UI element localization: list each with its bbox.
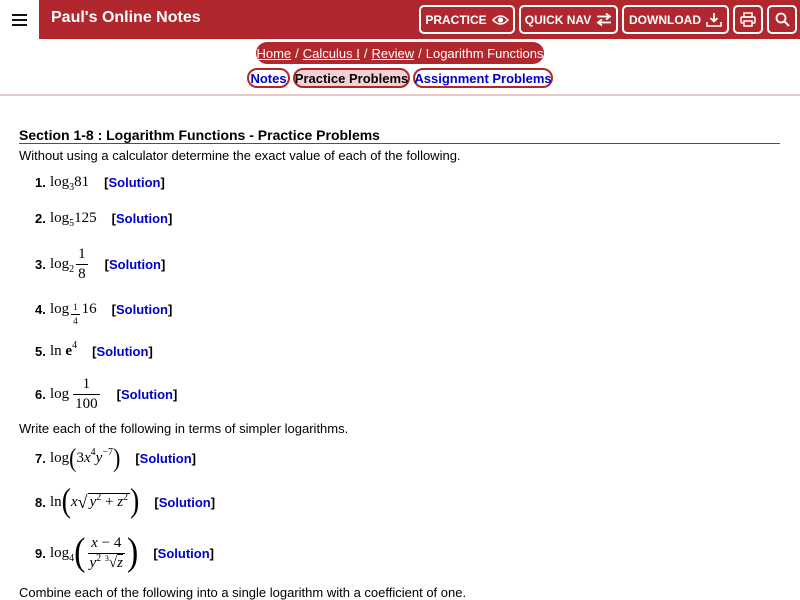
tab-notes[interactable]: Notes bbox=[247, 68, 290, 88]
solution-link-9[interactable]: [Solution] bbox=[153, 545, 215, 561]
site-title[interactable]: Paul's Online Notes bbox=[51, 9, 201, 26]
problem-7 bbox=[35, 442, 196, 473]
tab-assignment-problems[interactable]: Assignment Problems bbox=[413, 68, 553, 88]
breadcrumb bbox=[256, 42, 544, 64]
math-expression: log 4 ( $\frac{x - 4}{y^2 ^3√z}$ ) bbox=[50, 531, 139, 574]
print-button[interactable] bbox=[733, 5, 763, 34]
math-expression: log ( 3 x 4 y −7 ) bbox=[50, 442, 121, 473]
math-exponent: 4 bbox=[72, 339, 78, 351]
breadcrumb-home[interactable]: Home bbox=[256, 45, 292, 61]
math-base: 4 bbox=[69, 552, 75, 564]
solution-link-6[interactable]: [Solution] bbox=[116, 386, 178, 402]
problem-number: 8. bbox=[35, 494, 46, 510]
solution-link-2[interactable]: [Solution] bbox=[111, 210, 173, 226]
instructions-1: Without using a calculator determine the exact value of each of the following. bbox=[19, 148, 461, 163]
math-expression bbox=[50, 247, 90, 282]
math-log: log bbox=[50, 173, 70, 190]
math-ln: ln bbox=[50, 493, 62, 510]
quick-nav-label: QUICK NAV bbox=[524, 12, 592, 27]
download-button[interactable] bbox=[622, 5, 729, 34]
math-base: 5 bbox=[69, 217, 75, 229]
problem-number: 2. bbox=[35, 210, 46, 226]
solution-link-1[interactable]: [Solution] bbox=[104, 174, 165, 190]
problem-number: 9. bbox=[35, 545, 46, 561]
menu-icon bbox=[12, 14, 27, 26]
math-log: log bbox=[50, 449, 70, 466]
problem-4 bbox=[35, 297, 173, 326]
problem-number: 6. bbox=[35, 386, 46, 402]
problem-5 bbox=[35, 341, 153, 361]
math-expression bbox=[50, 339, 78, 360]
math-expression bbox=[50, 210, 97, 227]
header-divider bbox=[0, 94, 800, 96]
problem-8 bbox=[35, 482, 216, 520]
breadcrumb-separator: / bbox=[363, 45, 368, 61]
menu-button[interactable] bbox=[0, 0, 39, 39]
problem-number: 7. bbox=[35, 450, 46, 466]
math-base-fraction: $\frac{1}{4}$ bbox=[73, 301, 78, 326]
problem-number: 1. bbox=[35, 174, 46, 190]
problem-9 bbox=[35, 531, 214, 575]
breadcrumb-current: Logarithm Functions bbox=[425, 45, 544, 61]
search-button[interactable] bbox=[767, 5, 797, 34]
problem-number: 3. bbox=[35, 256, 46, 272]
practice-label: PRACTICE bbox=[425, 12, 487, 27]
math-expression bbox=[50, 377, 102, 412]
section-divider bbox=[19, 143, 780, 144]
print-icon bbox=[740, 12, 756, 27]
math-arg: 16 bbox=[81, 300, 97, 317]
download-icon bbox=[706, 12, 722, 27]
top-bar bbox=[0, 0, 800, 39]
problem-number: 5. bbox=[35, 343, 46, 359]
instructions-2: Write each of the following in terms of simpler logarithms. bbox=[19, 421, 349, 436]
breadcrumb-separator: / bbox=[418, 45, 422, 61]
math-expression bbox=[50, 174, 89, 191]
problem-2 bbox=[35, 208, 172, 228]
tab-practice-problems[interactable]: Practice Problems bbox=[293, 68, 410, 88]
problem-number: 4. bbox=[35, 301, 46, 317]
math-fraction: $\frac{1}{8}$ bbox=[78, 245, 86, 282]
math-fraction: $\frac{x - 4}{y^2 ^3√z}$ bbox=[89, 534, 123, 571]
problem-1 bbox=[35, 172, 165, 192]
solution-link-3[interactable]: [Solution] bbox=[104, 256, 166, 272]
solution-link-7[interactable]: [Solution] bbox=[135, 450, 196, 466]
breadcrumb-separator: / bbox=[295, 45, 299, 61]
math-ln: ln bbox=[50, 342, 62, 359]
problem-3 bbox=[35, 246, 165, 282]
practice-button[interactable] bbox=[419, 5, 515, 34]
math-log: log bbox=[50, 544, 70, 561]
breadcrumb-calculus[interactable]: Calculus I bbox=[302, 45, 360, 61]
quick-nav-button[interactable] bbox=[519, 5, 618, 34]
math-log: log bbox=[50, 209, 70, 226]
problem-6 bbox=[35, 376, 177, 412]
breadcrumb-review[interactable]: Review bbox=[371, 45, 415, 61]
math-base: 2 bbox=[69, 263, 75, 275]
math-log: log bbox=[50, 300, 70, 317]
math-expression bbox=[50, 298, 97, 326]
solution-link-5[interactable]: [Solution] bbox=[92, 343, 153, 359]
eye-icon bbox=[492, 14, 509, 26]
math-fraction: $\frac{1}{100}$ bbox=[75, 375, 98, 412]
solution-link-4[interactable]: [Solution] bbox=[111, 301, 173, 317]
math-expression: ln ( x √ $y^2 + z^2$ ) bbox=[50, 482, 140, 520]
square-root: √ $y^2 + z^2$ bbox=[77, 492, 129, 512]
math-log: log bbox=[50, 255, 70, 272]
math-base: 3 bbox=[69, 181, 75, 193]
math-arg: 81 bbox=[74, 173, 90, 190]
math-log: log bbox=[50, 385, 70, 402]
solution-link-8[interactable]: [Solution] bbox=[154, 494, 216, 510]
math-arg: 125 bbox=[74, 209, 97, 226]
instructions-3: Combine each of the following into a single logarithm with a coefficient of one. bbox=[19, 585, 467, 600]
swap-arrows-icon bbox=[596, 13, 612, 26]
search-icon bbox=[775, 12, 790, 27]
section-title: Section 1-8 : Logarithm Functions - Practice Problems bbox=[19, 127, 380, 143]
download-label: DOWNLOAD bbox=[629, 12, 701, 27]
math-e: e bbox=[65, 342, 73, 359]
